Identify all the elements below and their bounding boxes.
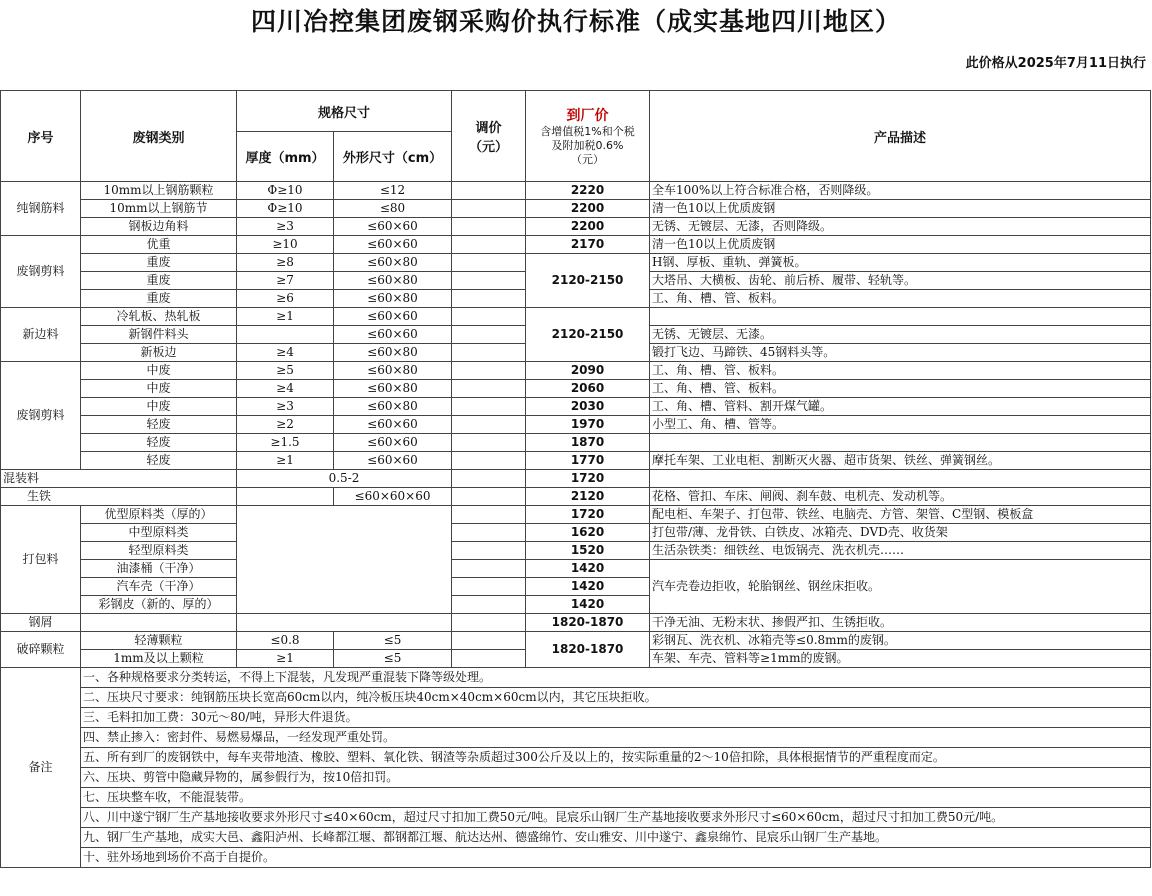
table-row: 轻型原料类 1520 生活杂铁类：细铁丝、电饭锅壳、洗衣机壳……	[1, 542, 1151, 560]
note-item: 十、驻外场地到场价不高于自提价。	[81, 848, 1151, 868]
note-item: 九、钢厂生产基地，成实大邑、鑫阳泸州、长峰都江堰、都钢都江堰、航达达州、德盛绵竹、安山雅安、川中遂宁、鑫泉绵竹、昆宸乐山钢厂生产基地。	[81, 828, 1151, 848]
merged-price: 2120-2150	[526, 308, 650, 362]
note-item: 五、所有到厂的废钢铁中，每车夹带地渣、橡胶、塑料、氧化铁、钢渣等杂质超过300公斤及以上的，按实际重量的2～10倍扣除，具体根据情节的严重程度而定。	[81, 748, 1151, 768]
table-row: 新钢件料头 ≤60×60 无锈、无镀层、无漆。	[1, 326, 1151, 344]
note-row	[1, 708, 1151, 728]
table-row: 重废 ≥6 ≤60×80 工、角、槽、管、板料。	[1, 290, 1151, 308]
table-row: 破碎颗粒 轻薄颗粒 ≤0.8 ≤5 1820-1870 彩钢瓦、洗衣机、冰箱壳等≤0.8mm的废钢。	[1, 632, 1151, 650]
price-table	[0, 90, 1151, 868]
header-description: 产品描述	[650, 91, 1151, 182]
table-row: 废钢剪料 优重 ≥10 ≤60×60 2170 清一色10以上优质废钢	[1, 236, 1151, 254]
table-row: 重废 ≥7 ≤60×80 大塔吊、大横板、齿轮、前后桥、履带、轻轨等。	[1, 272, 1151, 290]
group-label: 钢屑	[1, 614, 81, 632]
group-label: 混装料	[1, 470, 237, 488]
note-item: 八、川中遂宁钢厂生产基地接收要求外形尺寸≤40×60cm，超过尺寸扣加工费50元/吨。昆宸乐山钢厂生产基地接收要求外形尺寸≤60×60cm，超过尺寸扣加工费50元/吨。	[81, 808, 1151, 828]
group-label: 生铁	[1, 488, 237, 506]
header-seq: 序号	[1, 91, 81, 182]
effective-date: 此价格从2025年7月11日执行	[965, 56, 1146, 71]
table-row: 混装料 0.5-2 1720	[1, 470, 1151, 488]
note-item: 二、压块尺寸要求：纯钢筋压块长宽高60cm以内，纯冷板压块40cm×40cm×60cm以内，其它压块拒收。	[81, 688, 1151, 708]
note-item: 三、毛料扣加工费：30元～80/吨，异形大件退货。	[81, 708, 1151, 728]
header-thickness: 厚度（mm）	[237, 132, 334, 182]
note-row	[1, 668, 1151, 688]
group-label: 废钢剪料	[1, 236, 81, 308]
table-row: 纯钢筋料 10mm以上钢筋颗粒 Φ≥10 ≤12 2220 全车100%以上符合标准合格，否则降级。	[1, 182, 1151, 200]
note-row	[1, 688, 1151, 708]
note-row	[1, 808, 1151, 828]
price-title: 到厂价	[566, 108, 609, 124]
note-row	[1, 728, 1151, 748]
group-label: 新边料	[1, 308, 81, 362]
table-row: 中型原料类 1620 打包带/薄、龙骨铁、白铁皮、冰箱壳、DVD壳、收货架	[1, 524, 1151, 542]
note-row	[1, 788, 1151, 808]
table-row: 轻废 ≥1 ≤60×60 1770 摩托车架、工业电柜、割断灭火器、超市货架、铁丝、弹簧钢丝。	[1, 452, 1151, 470]
table-row: 废钢剪料 中废 ≥5 ≤60×80 2090 工、角、槽、管、板料。	[1, 362, 1151, 380]
remarks-label: 备注	[1, 668, 81, 868]
group-label: 破碎颗粒	[1, 632, 81, 668]
table-row: 轻废 ≥2 ≤60×60 1970 小型工、角、槽、管等。	[1, 416, 1151, 434]
group-label: 纯钢筋料	[1, 182, 81, 236]
note-item: 六、压块、剪管中隐藏异物的，属参假行为，按10倍扣罚。	[81, 768, 1151, 788]
note-row	[1, 828, 1151, 848]
table-row: 重废 ≥8 ≤60×80 2120-2150 H钢、厚板、重轨、弹簧板。	[1, 254, 1151, 272]
table-row: 打包料 优型原料类（厚的） 1720 配电柜、车架子、打包带、铁丝、电脑壳、方管、架管、C型钢、模板盒	[1, 506, 1151, 524]
table-row: 彩钢皮（新的、厚的） 1420	[1, 596, 1151, 614]
header-dimension: 外形尺寸（cm）	[334, 132, 452, 182]
table-row: 新边料 冷轧板、热轧板 ≥1 ≤60×60 2120-2150	[1, 308, 1151, 326]
table-row: 1mm及以上颗粒 ≥1 ≤5 车架、车壳、管料等≥1mm的废钢。	[1, 650, 1151, 668]
merged-price: 1820-1870	[526, 632, 650, 668]
table-row: 新板边 ≥4 ≤60×80 锻打飞边、马蹄铁、45钢料头等。	[1, 344, 1151, 362]
note-item: 七、压块整车收，不能混装带。	[81, 788, 1151, 808]
note-row	[1, 768, 1151, 788]
note-row	[1, 848, 1151, 868]
header-category: 废钢类别	[81, 91, 237, 182]
header-adjust: 调价 （元）	[452, 91, 526, 182]
table-row: 中废 ≥4 ≤60×80 2060 工、角、槽、管、板料。	[1, 380, 1151, 398]
table-row: 钢屑 1820-1870 干净无油、无粉末状、掺假严扣、生锈拒收。	[1, 614, 1151, 632]
table-row: 中废 ≥3 ≤60×80 2030 工、角、槽、管料、割开煤气罐。	[1, 398, 1151, 416]
table-row: 钢板边角料 ≥3 ≤60×60 2200 无锈、无镀层、无漆，否则降级。	[1, 218, 1151, 236]
header-price: 到厂价 含增值税1%和个税 及附加税0.6% （元）	[526, 91, 650, 182]
table-row: 油漆桶（干净） 1420 汽车壳卷边拒收，轮胎钢丝、钢丝床拒收。	[1, 560, 1151, 578]
group-label: 打包料	[1, 506, 81, 614]
table-row: 10mm以上钢筋节 Φ≥10 ≤80 2200 清一色10以上优质废钢	[1, 200, 1151, 218]
merged-price: 2120-2150	[526, 254, 650, 308]
note-item: 一、各种规格要求分类转运，不得上下混装，凡发现严重混装下降等级处理。	[81, 668, 1151, 688]
table-row: 汽车壳（干净） 1420	[1, 578, 1151, 596]
header-spec: 规格尺寸	[237, 91, 452, 132]
table-row: 生铁 ≤60×60×60 2120 花格、管扣、车床、闸阀、刹车鼓、电机壳、发动机等。	[1, 488, 1151, 506]
table-row: 轻废 ≥1.5 ≤60×60 1870	[1, 434, 1151, 452]
note-item: 四、禁止掺入：密封件、易燃易爆品，一经发现严重处罚。	[81, 728, 1151, 748]
group-label: 废钢剪料	[1, 362, 81, 470]
note-row	[1, 748, 1151, 768]
page-title: 四川冶控集团废钢采购价执行标准（成实基地四川地区）	[250, 7, 901, 36]
